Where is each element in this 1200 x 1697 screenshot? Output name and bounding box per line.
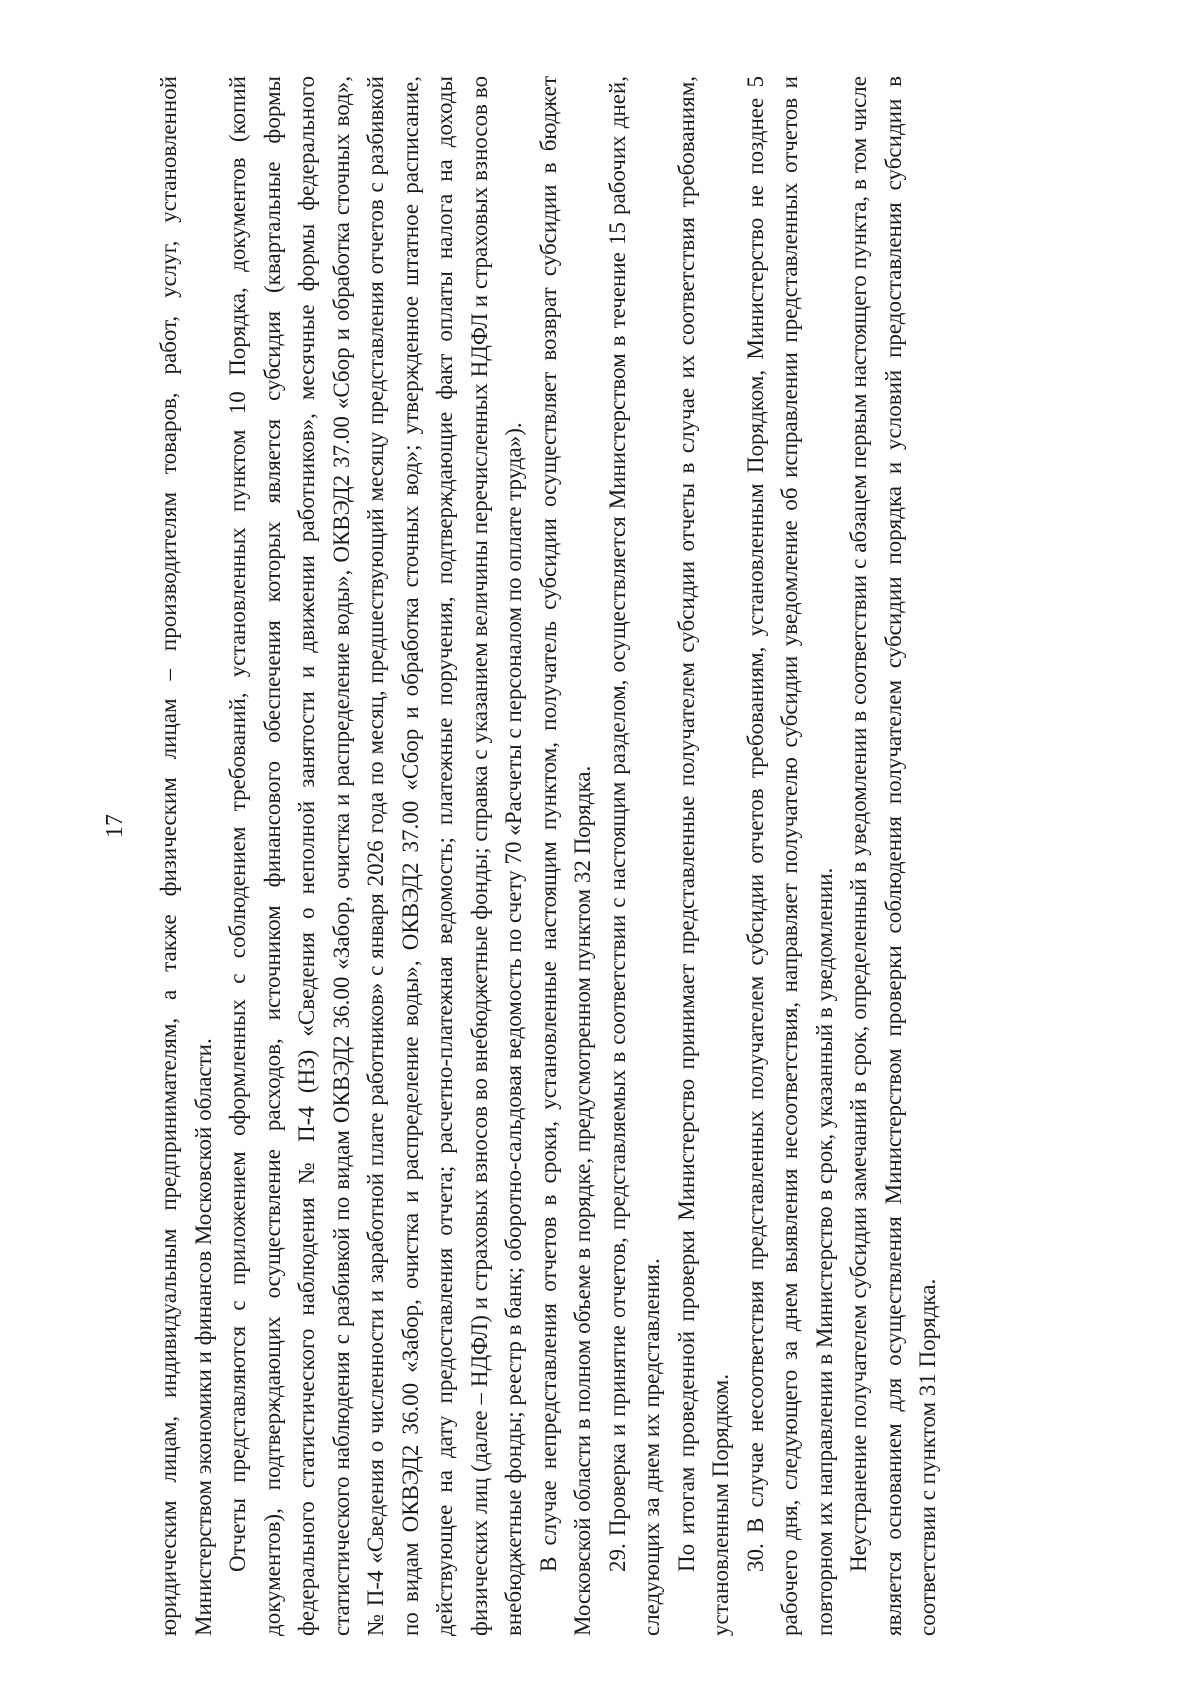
paragraph-review-results: По итогам проведенной проверки Министерство принимает представленные получателем субсидии отчеты в случае их соответствия требованиям, установленным Порядком. <box>673 76 733 1636</box>
paragraph-reports-attachments: Отчеты представляются с приложением оформленных с соблюдением требований, установленных пунктом 10 Порядка, документов (копий документов), подтверждающих осуществление расходов, источником финансового обеспечения которых является субсидия (квартальные формы федерального статистического наблюдения № П-4 (НЗ) «Сведения о неполной занятости и движении работников», месячные формы федерального статистического наблюдения с разбивкой по видам ОКВЭД2 36.00 «Забор, очистка и распределение воды», ОКВЭД2 37.00 «Сбор и обработка сточных вод», № П-4 «Сведения о численности и заработной плате работников» с января 2026 года по месяц, предшествующий месяцу представления отчетов с разбивкой по видам ОКВЭД2 36.00 «Забор, очистка и распределение воды», ОКВЭД2 37.00 «Сбор и обработка сточных вод»; утвержденное штатное расписание, действующее на дату предоставления отчета; расчетно-платежная ведомость; платежные поручения, подтверждающие факт оплаты налога на доходы физических лиц (далее – НДФЛ) и страховых взносов во внебюджетные фонды; справка с указанием величины перечисленных НДФЛ и страховых взносов во внебюджетные фонды; реестр в банк; оборотно-сальдовая ведомость по счету 70 «Расчеты с персоналом по оплате труда»). <box>225 76 526 1636</box>
page-number: 17 <box>102 814 128 838</box>
rotated-text-block <box>100 76 1100 1636</box>
paragraph-item-29: 29. Проверка и принятие отчетов, представляемых в соответствии с настоящим разделом, осуществляется Министерством в течение 15 рабочих дней, следующих за днем их представления. <box>604 76 664 1636</box>
paragraph-non-elimination: Неустранение получателем субсидии замечаний в срок, определенный в уведомлении в соответствии с абзацем первым настоящего пункта, в том числе является основанием для осуществления Министерством проверки соблюдения получателем субсидии порядка и условий предоставления субсидии в соответствии с пунктом 31 Порядка. <box>846 76 940 1636</box>
paragraph-item-30: 30. В случае несоответствия представленных получателем субсидии отчетов требованиям, установленным Порядком, Министерство не позднее 5 рабочего дня, следующего за днем выявления несоответствия, направляет получателю субсидии уведомление об исправлении представленных отчетов и повторном их направлении в Министерство в срок, указанный в уведомлении. <box>742 76 837 1636</box>
paragraph-continuation: юридическим лицам, индивидуальным предпринимателям, а также физическим лицам – производителям товаров, работ, услуг, установленной Министерством экономики и финансов Московской области. <box>156 76 216 1636</box>
paragraph-non-submission: В случае непредставления отчетов в сроки, установленные настоящим пунктом, получатель субсидии осуществляет возврат субсидии в бюджет Московской области в полном объеме в порядке, предусмотренном пунктом 32 Порядка. <box>535 76 595 1636</box>
